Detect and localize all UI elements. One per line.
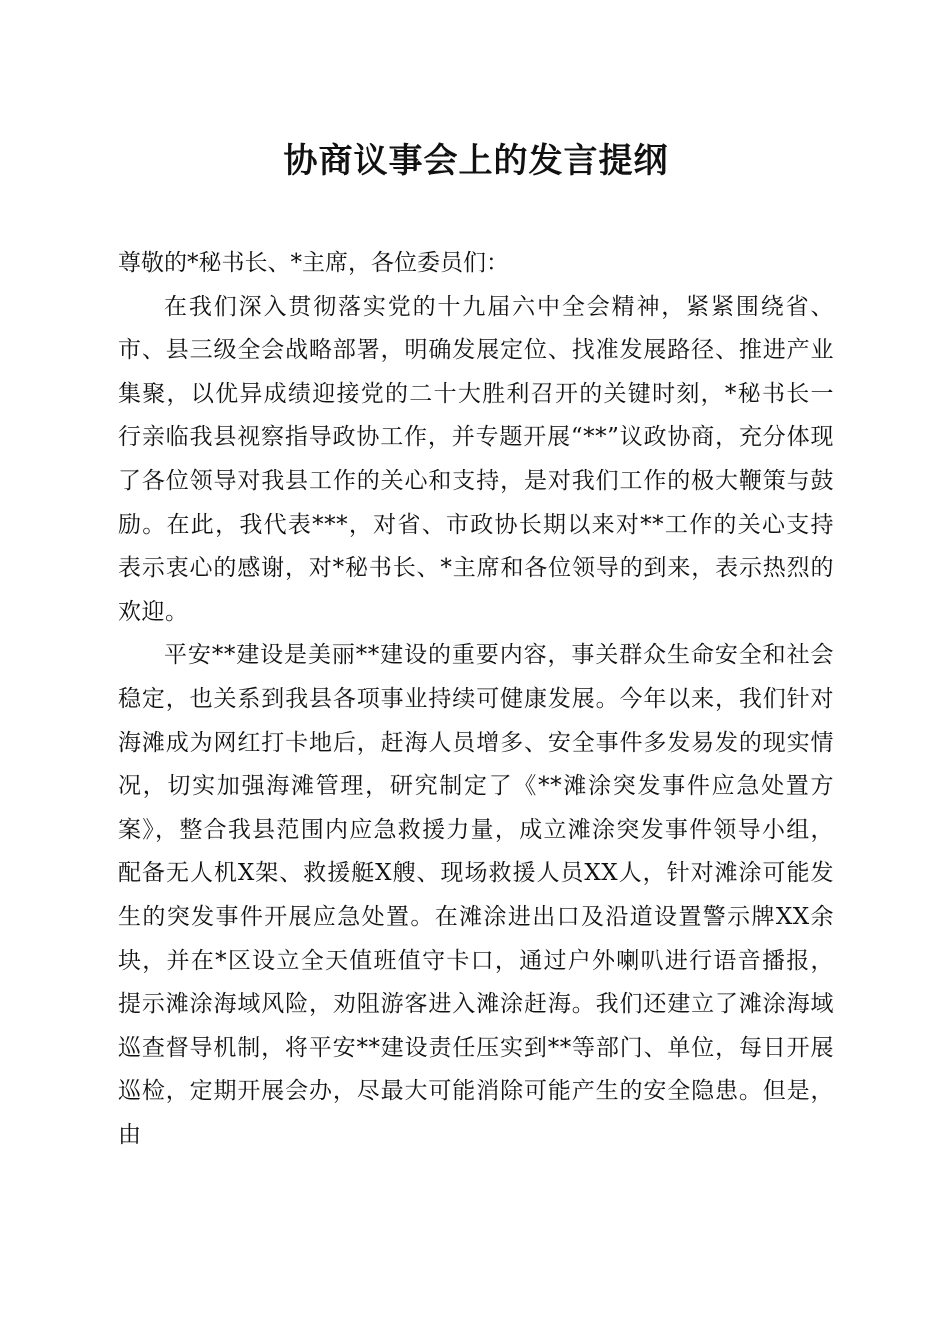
document-title: 协商议事会上的发言提纲 — [283, 141, 669, 181]
paragraph-1: 在我们深入贯彻落实党的十九届六中全会精神，紧紧围绕省、市、县三级全会战略部署，明确发展定位、找准发展路径、推进产业集聚，以优异成绩迎接党的二十大胜利召开的关键时刻，*秘书长一行亲临我县视察指导政协工作，并专题开展“**”议政协商，充分体现了各位领导对我县工作的关心和支持，是对我们工作的极大鞭策与鼓励。在此，我代表***，对省、市政协长期以来对**工作的关心支持表示衷心的感谢，对*秘书长、*主席和各位领导的到来，表示热烈的欢迎。 — [118, 293, 834, 625]
salutation: 尊敬的*秘书长、*主席，各位委员们： — [118, 250, 509, 276]
document-page — [118, 130, 834, 1157]
paragraph-2: 平安**建设是美丽**建设的重要内容，事关群众生命安全和社会稳定，也关系到我县各项事业持续可健康发展。今年以来，我们针对海滩成为网红打卡地后，赶海人员增多、安全事件多发易发的现实情况，切实加强海滩管理，研究制定了《**滩涂突发事件应急处置方案》，整合我县范围内应急救援力量，成立滩涂突发事件领导小组，配备无人机X架、救援艇X艘、现场救援人员XX人，针对滩涂可能发生的突发事件开展应急处置。在滩涂进出口及沿道设置警示牌XX余块，并在*区设立全天值班值守卡口，通过户外喇叭进行语音播报，提示滩涂海域风险，劝阻游客进入滩涂赶海。我们还建立了滩涂海域巡查督导机制，将平安**建设责任压实到**等部门、单位，每日开展巡检，定期开展会办，尽最大可能消除可能产生的安全隐患。但是，由 — [118, 642, 834, 1148]
